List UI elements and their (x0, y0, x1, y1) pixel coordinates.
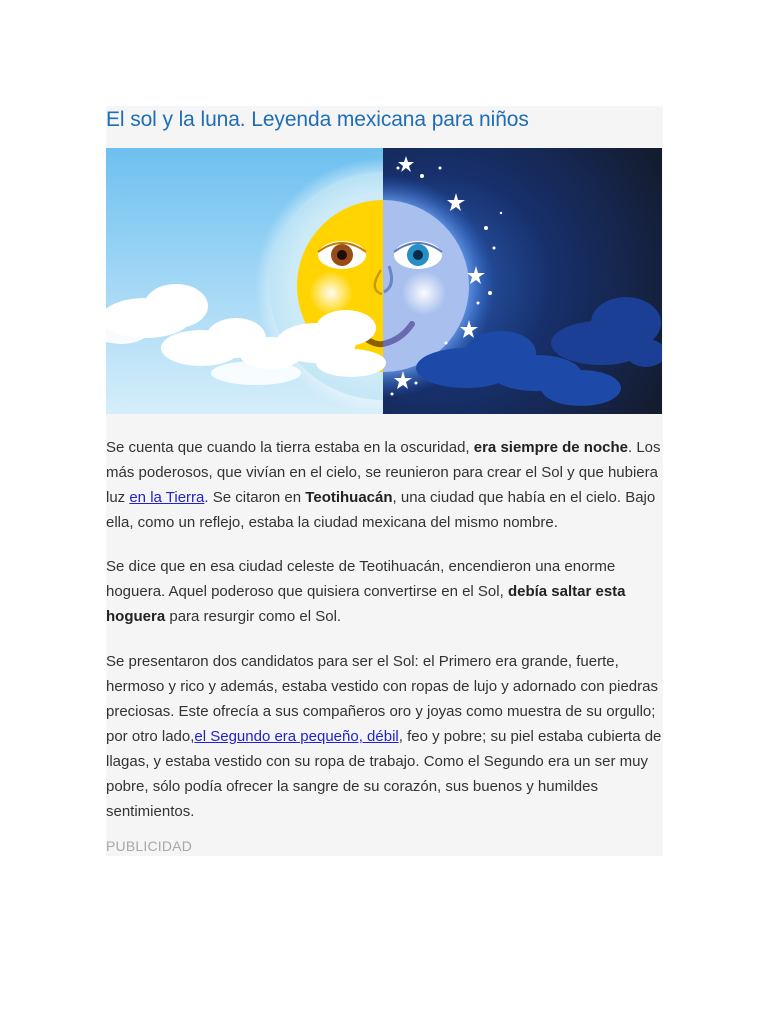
paragraph-text: . Se citaron en (204, 489, 306, 506)
paragraph-text: para resurgir como el Sol. (165, 608, 342, 625)
advertisement-label: PUBLICIDAD (106, 838, 193, 854)
sun-moon-illustration (106, 148, 662, 414)
paragraph-3 (106, 649, 663, 824)
paragraph-text: , una ciudad que había en el cielo. Bajo ella, como un reflejo, estaba la ciudad mexicana del mismo nombre. (106, 489, 656, 531)
bold-phrase: debía saltar esta hoguera (106, 583, 626, 625)
article-container (106, 106, 663, 856)
paragraph-2 (106, 554, 663, 629)
link-en-la-tierra[interactable]: en la Tierra (129, 489, 205, 506)
paragraph-text: Se presentaron dos candidatos para ser el Sol: el Primero era grande, fuerte, hermoso y rico y además, estaba vestido con ropas de lujo y adornado con piedras preciosas. Este ofrecía a sus compañeros oro y joyas como muestra de su orgullo; por otro lado, (106, 653, 658, 745)
paragraph-text: Se dice que en esa ciudad celeste de Teotihuacán, encendieron una enorme hoguera. Aquel poderoso que quisiera convertirse en el Sol, (106, 558, 616, 600)
paragraph-1 (106, 435, 663, 535)
paragraph-text: Se cuenta que cuando la tierra estaba en la oscuridad, (106, 439, 474, 456)
bold-phrase: era siempre de noche (473, 439, 628, 456)
article-title: El sol y la luna. Leyenda mexicana para niños (106, 108, 529, 131)
paragraph-text: , feo y pobre; su piel estaba cubierta de llagas, y estaba vestido con su ropa de trabajo. Como el Segundo era un ser muy pobre, sólo podía ofrecer la sangre de su corazón, sus buenos y humildes sentimientos. (106, 728, 662, 820)
paragraph-text: . Los más poderosos, que vivían en el cielo, se reunieron para crear el Sol y que hubiera luz (106, 439, 661, 506)
link-el-segundo[interactable]: el Segundo era pequeño, débil (194, 728, 399, 745)
bold-phrase: Teotihuacán (305, 489, 393, 506)
